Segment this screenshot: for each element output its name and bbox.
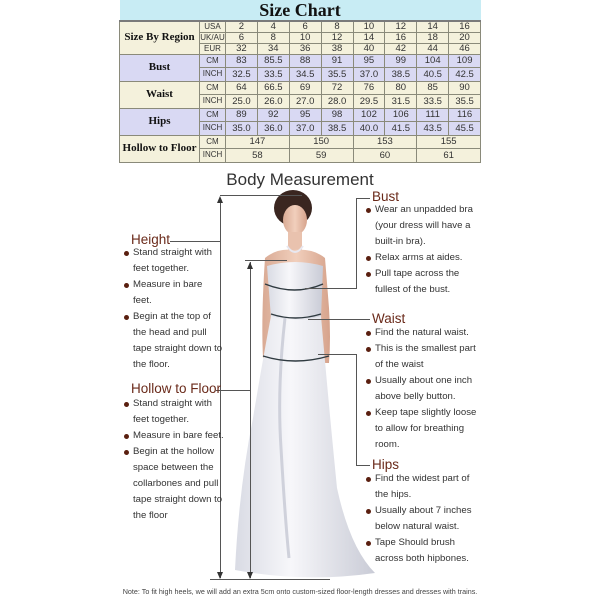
table-cell: 76 [353,81,385,95]
list-item: Find the natural waist. [365,325,480,341]
table-cell: 35.5 [321,68,353,82]
table-cell: 147 [226,135,290,149]
unit-cell: INCH [200,68,226,82]
waist-label: Waist [372,311,406,326]
hollow-to-floor-tips-list [123,396,225,524]
bust-connector-top [356,198,370,199]
unit-cell: UK/AU [200,32,225,42]
table-cell: 6 [226,32,258,43]
unit-cell: INCH [200,149,226,163]
table-cell: 36 [289,43,321,54]
table-cell: 38 [321,43,353,54]
table-cell: 20 [449,32,481,43]
table-cell: 28.0 [321,95,353,109]
hollow-label-connector [216,390,251,391]
unit-cell: CM [200,81,226,95]
table-cell: 40.0 [353,122,385,136]
table-cell: 61 [417,149,481,163]
unit-cell: USA [200,21,226,32]
table-cell: 32 [226,43,258,54]
table-cell: 60 [353,149,417,163]
table-cell: 69 [289,81,321,95]
table-cell: 27.0 [289,95,321,109]
unit-cell: CM [200,108,226,122]
table-cell: 35.0 [226,122,258,136]
table-cell: 14 [417,21,449,32]
table-cell: 31.5 [385,95,417,109]
row-group-label: Hips [120,108,200,135]
table-cell: 26.0 [257,95,289,109]
table-cell: 16 [385,32,417,43]
table-cell: 38.5 [385,68,417,82]
table-cell: 45.5 [449,122,481,136]
height-label-connector [170,241,221,242]
list-item: Tape Should brush across both hipbones. [365,535,477,567]
waist-tips-list [365,325,480,453]
bust-connector-bottom [305,288,357,289]
table-cell: 37.0 [353,68,385,82]
height-arrow-down-icon [217,572,223,579]
size-chart-table [119,0,481,163]
list-item: Pull tape across the fullest of the bust. [365,266,475,298]
table-cell: 40.5 [417,68,449,82]
list-item: Wear an unpadded bra (your dress will have a built-in bra). [365,202,475,250]
table-cell: 109 [449,54,481,68]
table-cell: 44 [417,43,449,54]
hips-connector-bottom [356,465,370,466]
table-cell: 64 [226,81,258,95]
table-cell: 40 [353,43,385,54]
table-cell: 150 [289,135,353,149]
table-cell: 41.5 [385,122,417,136]
table-cell: 153 [353,135,417,149]
table-cell: 155 [417,135,481,149]
bust-connector-vertical [356,198,357,288]
unit-cell: INCH [200,122,226,136]
table-cell: 14 [353,32,385,43]
model-dress-illustration [225,188,375,578]
list-item: Relax arms at aides. [365,250,475,266]
table-cell: 10 [353,21,385,32]
table-cell: 95 [289,108,321,122]
list-item: Measure in bare feet. [123,277,223,309]
list-item: Begin at the hollow space between the collarbones and pull tape straight down to the floor [123,444,225,524]
list-item: Usually about one inch above belly button. [365,373,480,405]
table-cell: 8 [257,32,289,43]
list-item: Stand straight with feet together. [123,245,223,277]
size-chart-title: Size Chart [120,0,481,21]
table-cell: 10 [289,32,321,43]
table-cell: 37.0 [289,122,321,136]
table-row [120,21,481,32]
table-cell: 88 [289,54,321,68]
unit-cell: EUR [200,43,226,54]
table-cell: 111 [417,108,449,122]
table-cell: 66.5 [257,81,289,95]
body-measurement-title: Body Measurement [226,170,374,189]
unit-cell: CM [200,54,226,68]
list-item: Stand straight with feet together. [123,396,225,428]
list-item: Begin at the top of the head and pull tape straight down to the floor. [123,309,223,373]
table-cell: 12 [385,21,417,32]
table-cell: 92 [257,108,289,122]
height-tips-list [123,245,223,373]
hips-connector-vertical [356,354,357,466]
hips-connector-top [318,354,357,355]
hollow-top-line [245,260,287,261]
table-cell: 33.5 [417,95,449,109]
table-cell: 83 [226,54,258,68]
table-row [120,81,481,95]
table-cell: 80 [385,81,417,95]
table-cell: 25.0 [226,95,258,109]
hollow-vertical-line [250,262,251,578]
list-item: Measure in bare feet. [123,428,225,444]
table-cell: 33.5 [257,68,289,82]
table-cell: 42.5 [449,68,481,82]
table-cell: 46 [449,43,481,54]
table-row [120,54,481,68]
hollow-to-floor-label: Hollow to Floor [131,381,222,396]
table-cell: 2 [226,21,258,32]
table-cell: 32.5 [226,68,258,82]
table-cell: 58 [226,149,290,163]
table-cell: 16 [449,21,481,32]
table-cell: 36.0 [257,122,289,136]
table-cell: 12 [321,32,353,43]
table-cell: 18 [417,32,449,43]
row-group-label: Size By Region [120,21,200,54]
row-group-label: Bust [120,54,200,81]
table-cell: 95 [353,54,385,68]
table-cell: 4 [257,21,289,32]
height-label: Height [131,232,171,247]
table-cell: 90 [449,81,481,95]
list-item: Usually about 7 inches below natural waist. [365,503,477,535]
table-cell: 42 [385,43,417,54]
table-cell: 91 [321,54,353,68]
hollow-arrow-up-icon [247,262,253,269]
unit-cell: CM [200,135,226,149]
table-cell: 34.5 [289,68,321,82]
table-cell: 85.5 [257,54,289,68]
unit-cell: INCH [200,95,226,109]
table-cell: 59 [289,149,353,163]
list-item: Find the widest part of the hips. [365,471,477,503]
table-cell: 116 [449,108,481,122]
list-item: Keep tape slightly loose to allow for breathing room. [365,405,480,453]
waist-connector [308,319,370,320]
table-cell: 102 [353,108,385,122]
table-cell: 29.5 [353,95,385,109]
table-cell: 89 [226,108,258,122]
table-cell: 85 [417,81,449,95]
table-cell: 98 [321,108,353,122]
table-cell: 99 [385,54,417,68]
hips-tips-list [365,471,477,567]
table-cell: 72 [321,81,353,95]
bust-label: Bust [372,189,400,204]
table-cell: 8 [321,21,353,32]
table-cell: 43.5 [417,122,449,136]
footnote: Note: To fit high heels, we will add an extra 5cm onto custom-sized floor-length dresses and dresses with trains. [122,587,478,596]
height-arrow-up-icon [217,196,223,203]
list-item: This is the smallest part of the waist [365,341,480,373]
table-cell: 104 [417,54,449,68]
hips-label: Hips [372,457,400,472]
row-group-label: Waist [120,81,200,108]
table-cell: 6 [289,21,321,32]
table-row [120,108,481,122]
table-cell: 38.5 [321,122,353,136]
floor-line [210,579,330,580]
table-cell: 35.5 [449,95,481,109]
bust-tips-list [365,202,475,298]
hollow-arrow-down-icon [247,572,253,579]
height-top-line [220,195,302,196]
table-cell: 34 [257,43,289,54]
table-cell: 106 [385,108,417,122]
table-row [120,135,481,149]
row-group-label: Hollow to Floor [120,135,200,162]
